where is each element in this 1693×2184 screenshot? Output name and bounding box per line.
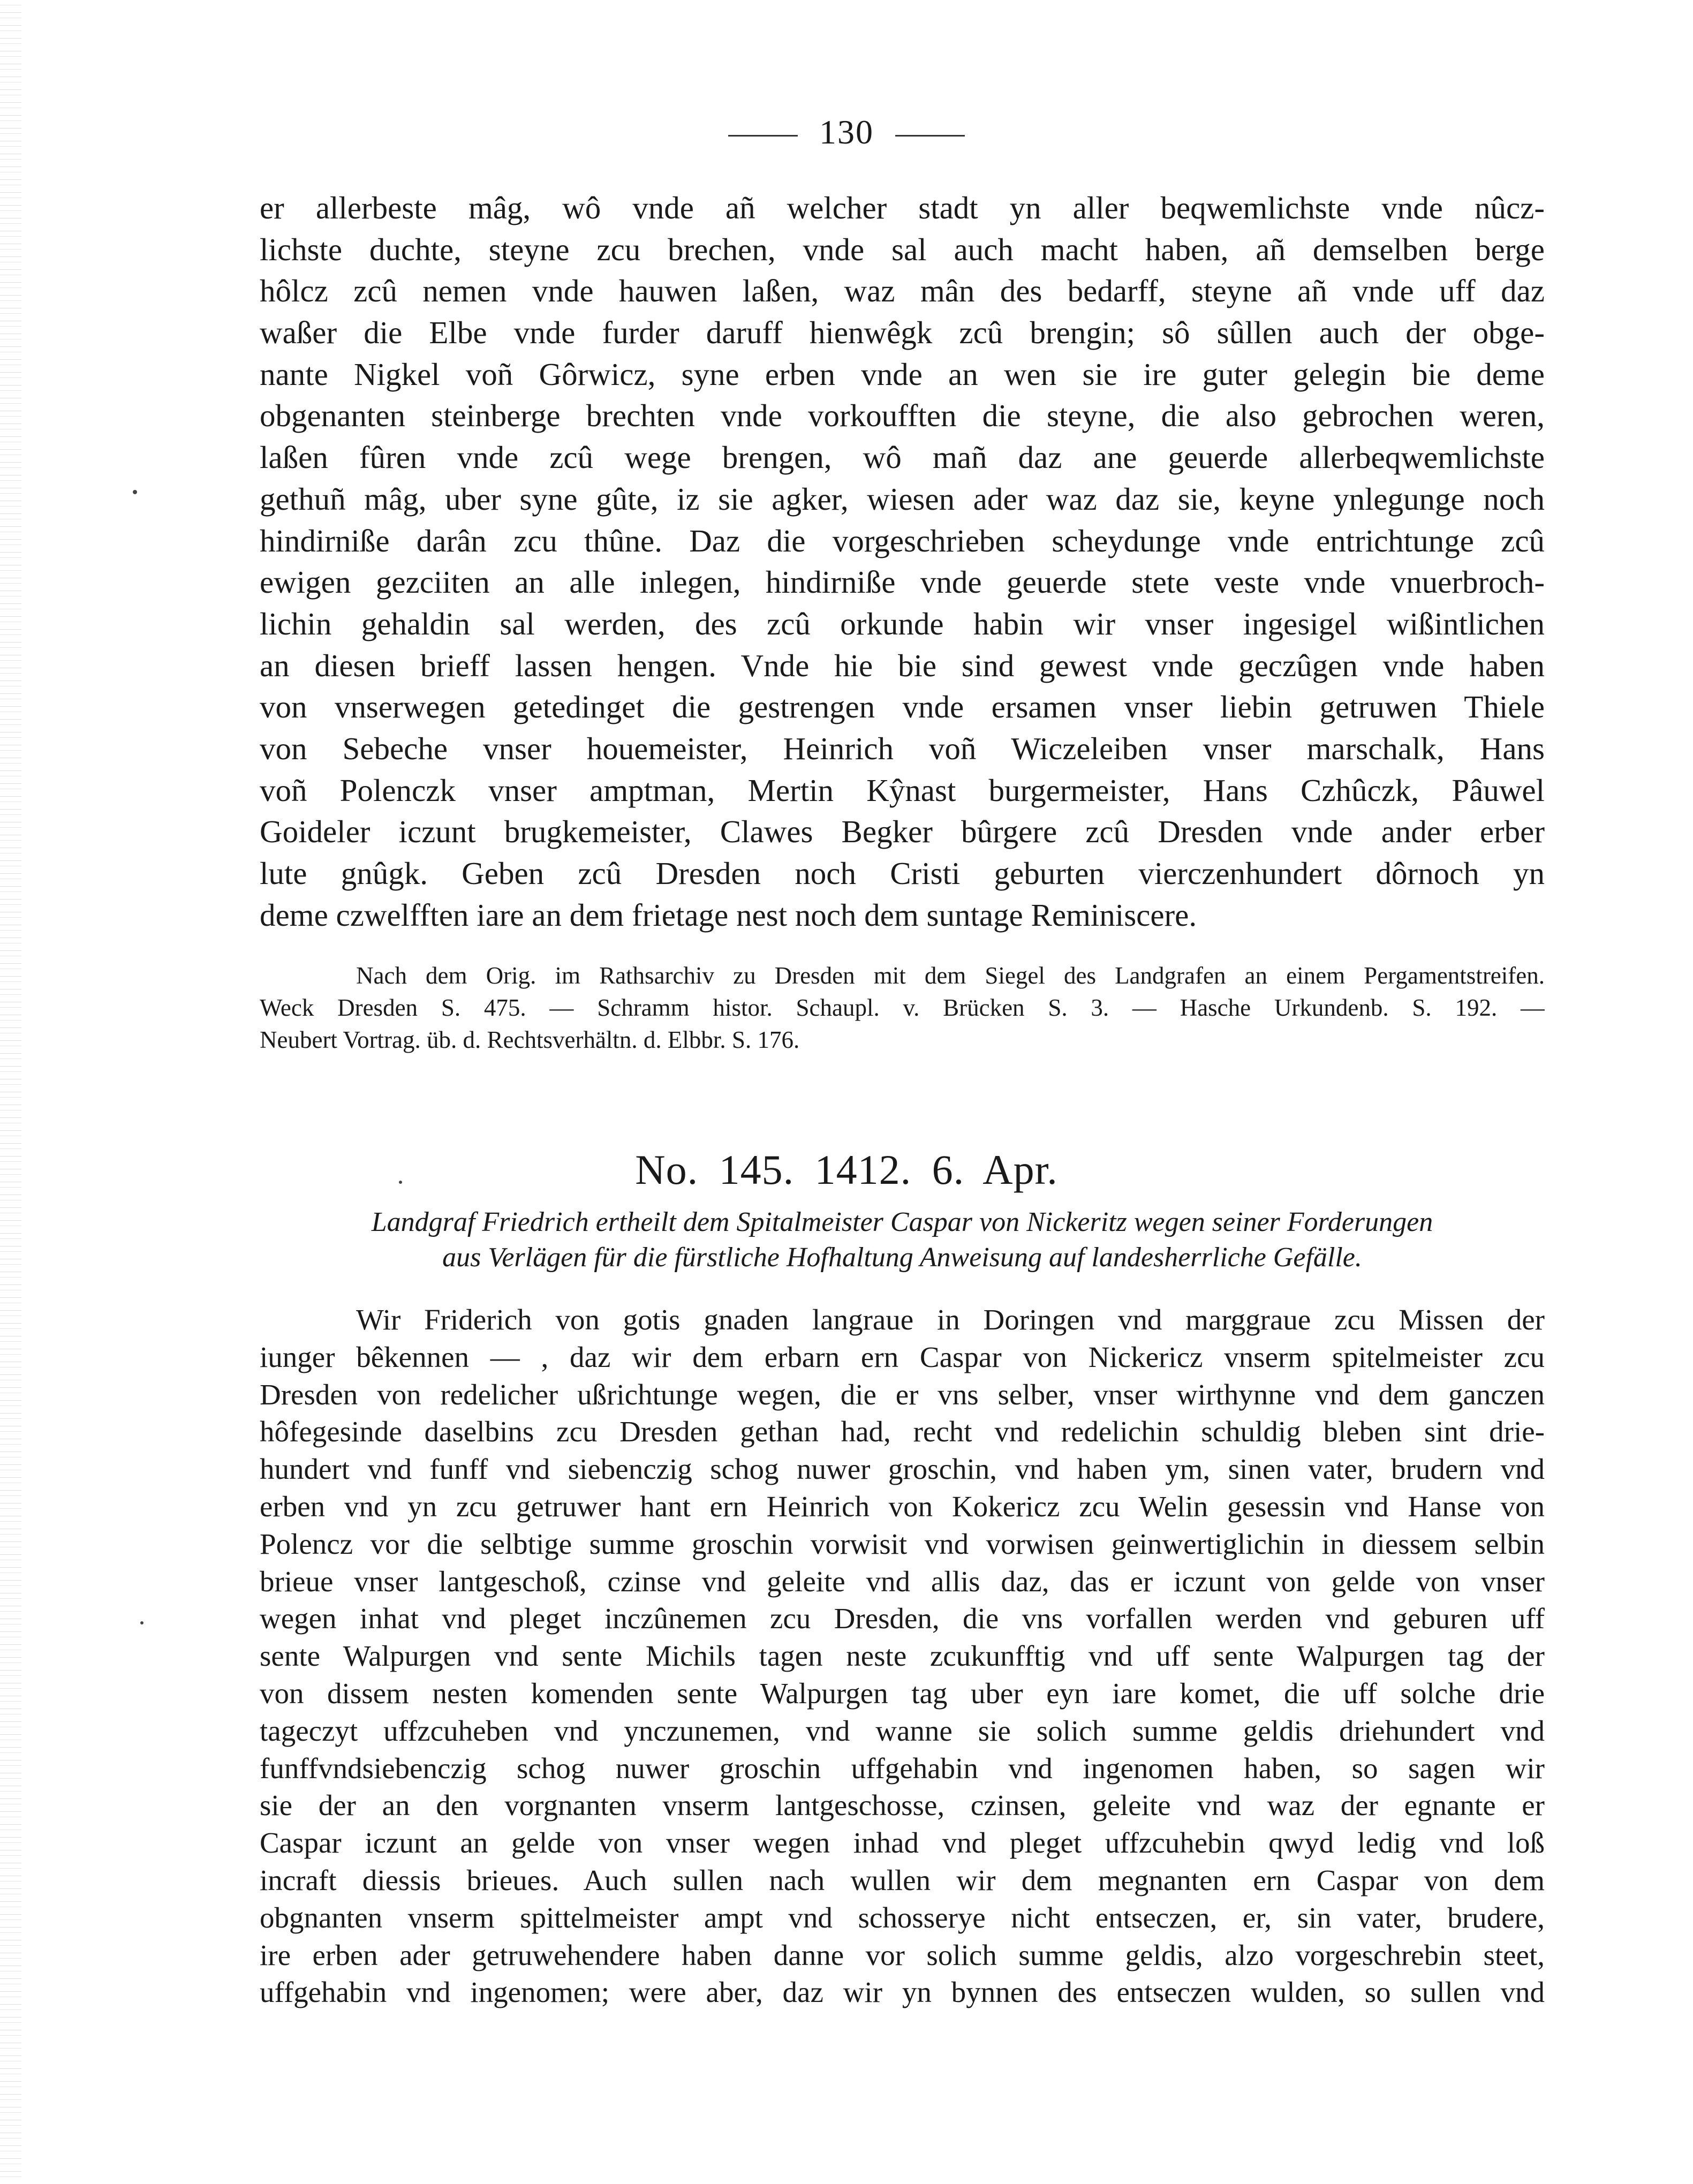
text-line: obgenanten steinberge brechten vnde vorkoufften die steyne, die also gebrochen weren, (260, 398, 1545, 434)
text-line: obgnanten vnserm spittelmeister ampt vnd schosserye nicht entseczen, er, sin vater, brudere, (260, 1901, 1545, 1934)
text-line: brieue vnser lantgeschoß, czinse vnd geleite vnd allis daz, das er iczunt von gelde von vnser (260, 1565, 1545, 1598)
text-line: hindirniße darân zcu thûne. Daz die vorgeschrieben scheydunge vnde entrichtunge zcû (260, 523, 1545, 558)
page-number (0, 112, 1693, 152)
scan-edge-noise (0, 0, 21, 2184)
charter-body-text (260, 1301, 1545, 2011)
text-line: von vnserwegen getedinget die gestrengen vnde ersamen vnser liebin getruwen Thiele (260, 689, 1545, 725)
regest-summary (257, 1205, 1547, 1275)
text-line: hôfegesinde daselbins zcu Dresden gethan had, recht vnd redelichin schuldig bleben sint drie- (260, 1415, 1545, 1448)
text-line: an diesen brieff lassen hengen. Vnde hie bie sind gewest vnde geczûgen vnde haben (260, 647, 1545, 683)
note-line: Nach dem Orig. im Rathsarchiv zu Dresden mit dem Siegel des Landgrafen an einem Pergamentstreifen. (356, 962, 1545, 989)
text-line: Polencz vor die selbtige summe groschin vorwisit vnd vorwisen geinwertiglichin in diessem selbin (260, 1527, 1545, 1560)
text-line: gethuñ mâg, uber syne gûte, iz sie agker, wiesen ader waz daz sie, keyne ynlegunge noch (260, 481, 1545, 517)
text-line: sie der an den vorgnanten vnserm lantgeschosse, czinsen, geleite vnd waz der egnante er (260, 1789, 1545, 1822)
note-line: Neubert Vortrag. üb. d. Rechtsverhältn. d. Elbbr. S. 176. (260, 1026, 800, 1053)
text-line: ewigen gezciiten an alle inlegen, hindirniße vnde geuerde stete veste vnde vnuerbroch- (260, 564, 1545, 600)
text-line: von Sebeche vnser houemeister, Heinrich voñ Wiczeleiben vnser marschalk, Hans (260, 730, 1545, 766)
regest-line: Landgraf Friedrich ertheilt dem Spitalmeister Caspar von Nickeritz wegen seiner Forderungen (371, 1207, 1433, 1237)
text-line: von dissem nesten komenden sente Walpurgen tag uber eyn iare komet, die uff solche drie (260, 1676, 1545, 1710)
text-line: laßen fûren vnde zcû wege brengen, wô mañ daz ane geuerde allerbeqwemlichste (260, 440, 1545, 475)
text-line: ire erben ader getruwehendere haben danne vor solich summe geldis, alzo vorgeschrebin steet, (260, 1938, 1545, 1971)
text-line: voñ Polenczk vnser amptman, Mertin Kŷnast burgermeister, Hans Czhûczk, Pâuwel (260, 772, 1545, 808)
regest-line: aus Verlägen für die fürstliche Hofhaltung Anweisung auf landesherrliche Gefälle. (442, 1242, 1362, 1273)
text-line: Dresden von redelicher ußrichtunge wegen, die er vns selber, vnser wirthynne vnd dem ganczen (260, 1378, 1545, 1411)
text-line: lichste duchte, steyne zcu brechen, vnde sal auch macht haben, añ demselben berge (260, 231, 1545, 267)
text-line: Goideler iczunt brugkemeister, Clawes Begker bûrgere zcû Dresden vnde ander erber (260, 814, 1545, 850)
text-line: hundert vnd funff vnd siebenczig schog nuwer groschin, vnd haben ym, sinen vater, brudern vnd (260, 1453, 1545, 1486)
document-heading: No. 145. 1412. 6. Apr. (635, 1146, 1058, 1193)
text-line: Caspar iczunt an gelde von vnser wegen inhad vnd pleget uffzcuhebin qwyd ledig vnd loß (260, 1826, 1545, 1860)
text-line: incraft diessis brieues. Auch sullen nach wullen wir dem megnanten ern Caspar von dem (260, 1863, 1545, 1896)
note-line: Weck Dresden S. 475. — Schramm histor. Schaupl. v. Brücken S. 3. — Hasche Urkundenb. S. 192. — (260, 994, 1545, 1021)
page-number-text: 130 (819, 113, 874, 151)
text-line: iunger bêkennen — , daz wir dem erbarn ern Caspar von Nickericz vnserm spitelmeister zcu (260, 1340, 1545, 1373)
text-line: er allerbeste mâg, wô vnde añ welcher stadt yn aller beqwemlichste vnde nûcz- (260, 190, 1545, 225)
text-line: deme czwelfften iare an dem frietage nest noch dem suntage Reminiscere. (260, 897, 1197, 933)
text-line: wegen inhat vnd pleget inczûnemen zcu Dresden, die vns vorfallen werden vnd geburen uff (260, 1602, 1545, 1635)
scan-speck (140, 1621, 143, 1624)
charter-end-text (260, 187, 1545, 936)
text-line: tageczyt uffzcuheben vnd ynczunemen, vnd wanne sie solich summe geldis driehundert vnd (260, 1714, 1545, 1747)
text-line: lute gnûgk. Geben zcû Dresden noch Cristi geburten vierczenhundert dôrnoch yn (260, 856, 1545, 891)
text-line: erben vnd yn zcu getruwer hant ern Heinrich von Kokericz zcu Welin gesessin vnd Hanse von (260, 1490, 1545, 1523)
text-line: funffvndsiebenczig schog nuwer groschin uffgehabin vnd ingenomen haben, so sagen wir (260, 1751, 1545, 1785)
scan-speck (133, 490, 137, 494)
text-line: uffgehabin vnd ingenomen; were aber, daz wir yn bynnen des entseczen wulden, so sullen vnd (260, 1976, 1545, 2009)
source-note (260, 959, 1545, 1056)
dash-rule (728, 135, 798, 137)
text-line: sente Walpurgen vnd sente Michils tagen neste zcukunfftig vnd uff sente Walpurgen tag der (260, 1639, 1545, 1673)
text-line: Wir Friderich von gotis gnaden langraue in Doringen vnd marggraue zcu Missen der (356, 1303, 1545, 1336)
text-line: waßer die Elbe vnde furder daruff hienwêgk zcû brengin; sô sûllen auch der obge- (260, 315, 1545, 351)
text-line: hôlcz zcû nemen vnde hauwen laßen, waz mân des bedarff, steyne añ vnde uff daz (260, 273, 1545, 309)
text-line: nante Nigkel voñ Gôrwicz, syne erben vnde an wen sie ire guter gelegin bie deme (260, 356, 1545, 392)
text-line: lichin gehaldin sal werden, des zcû orkunde habin wir vnser ingesigel wißintlichen (260, 606, 1545, 641)
dash-rule (895, 135, 965, 137)
